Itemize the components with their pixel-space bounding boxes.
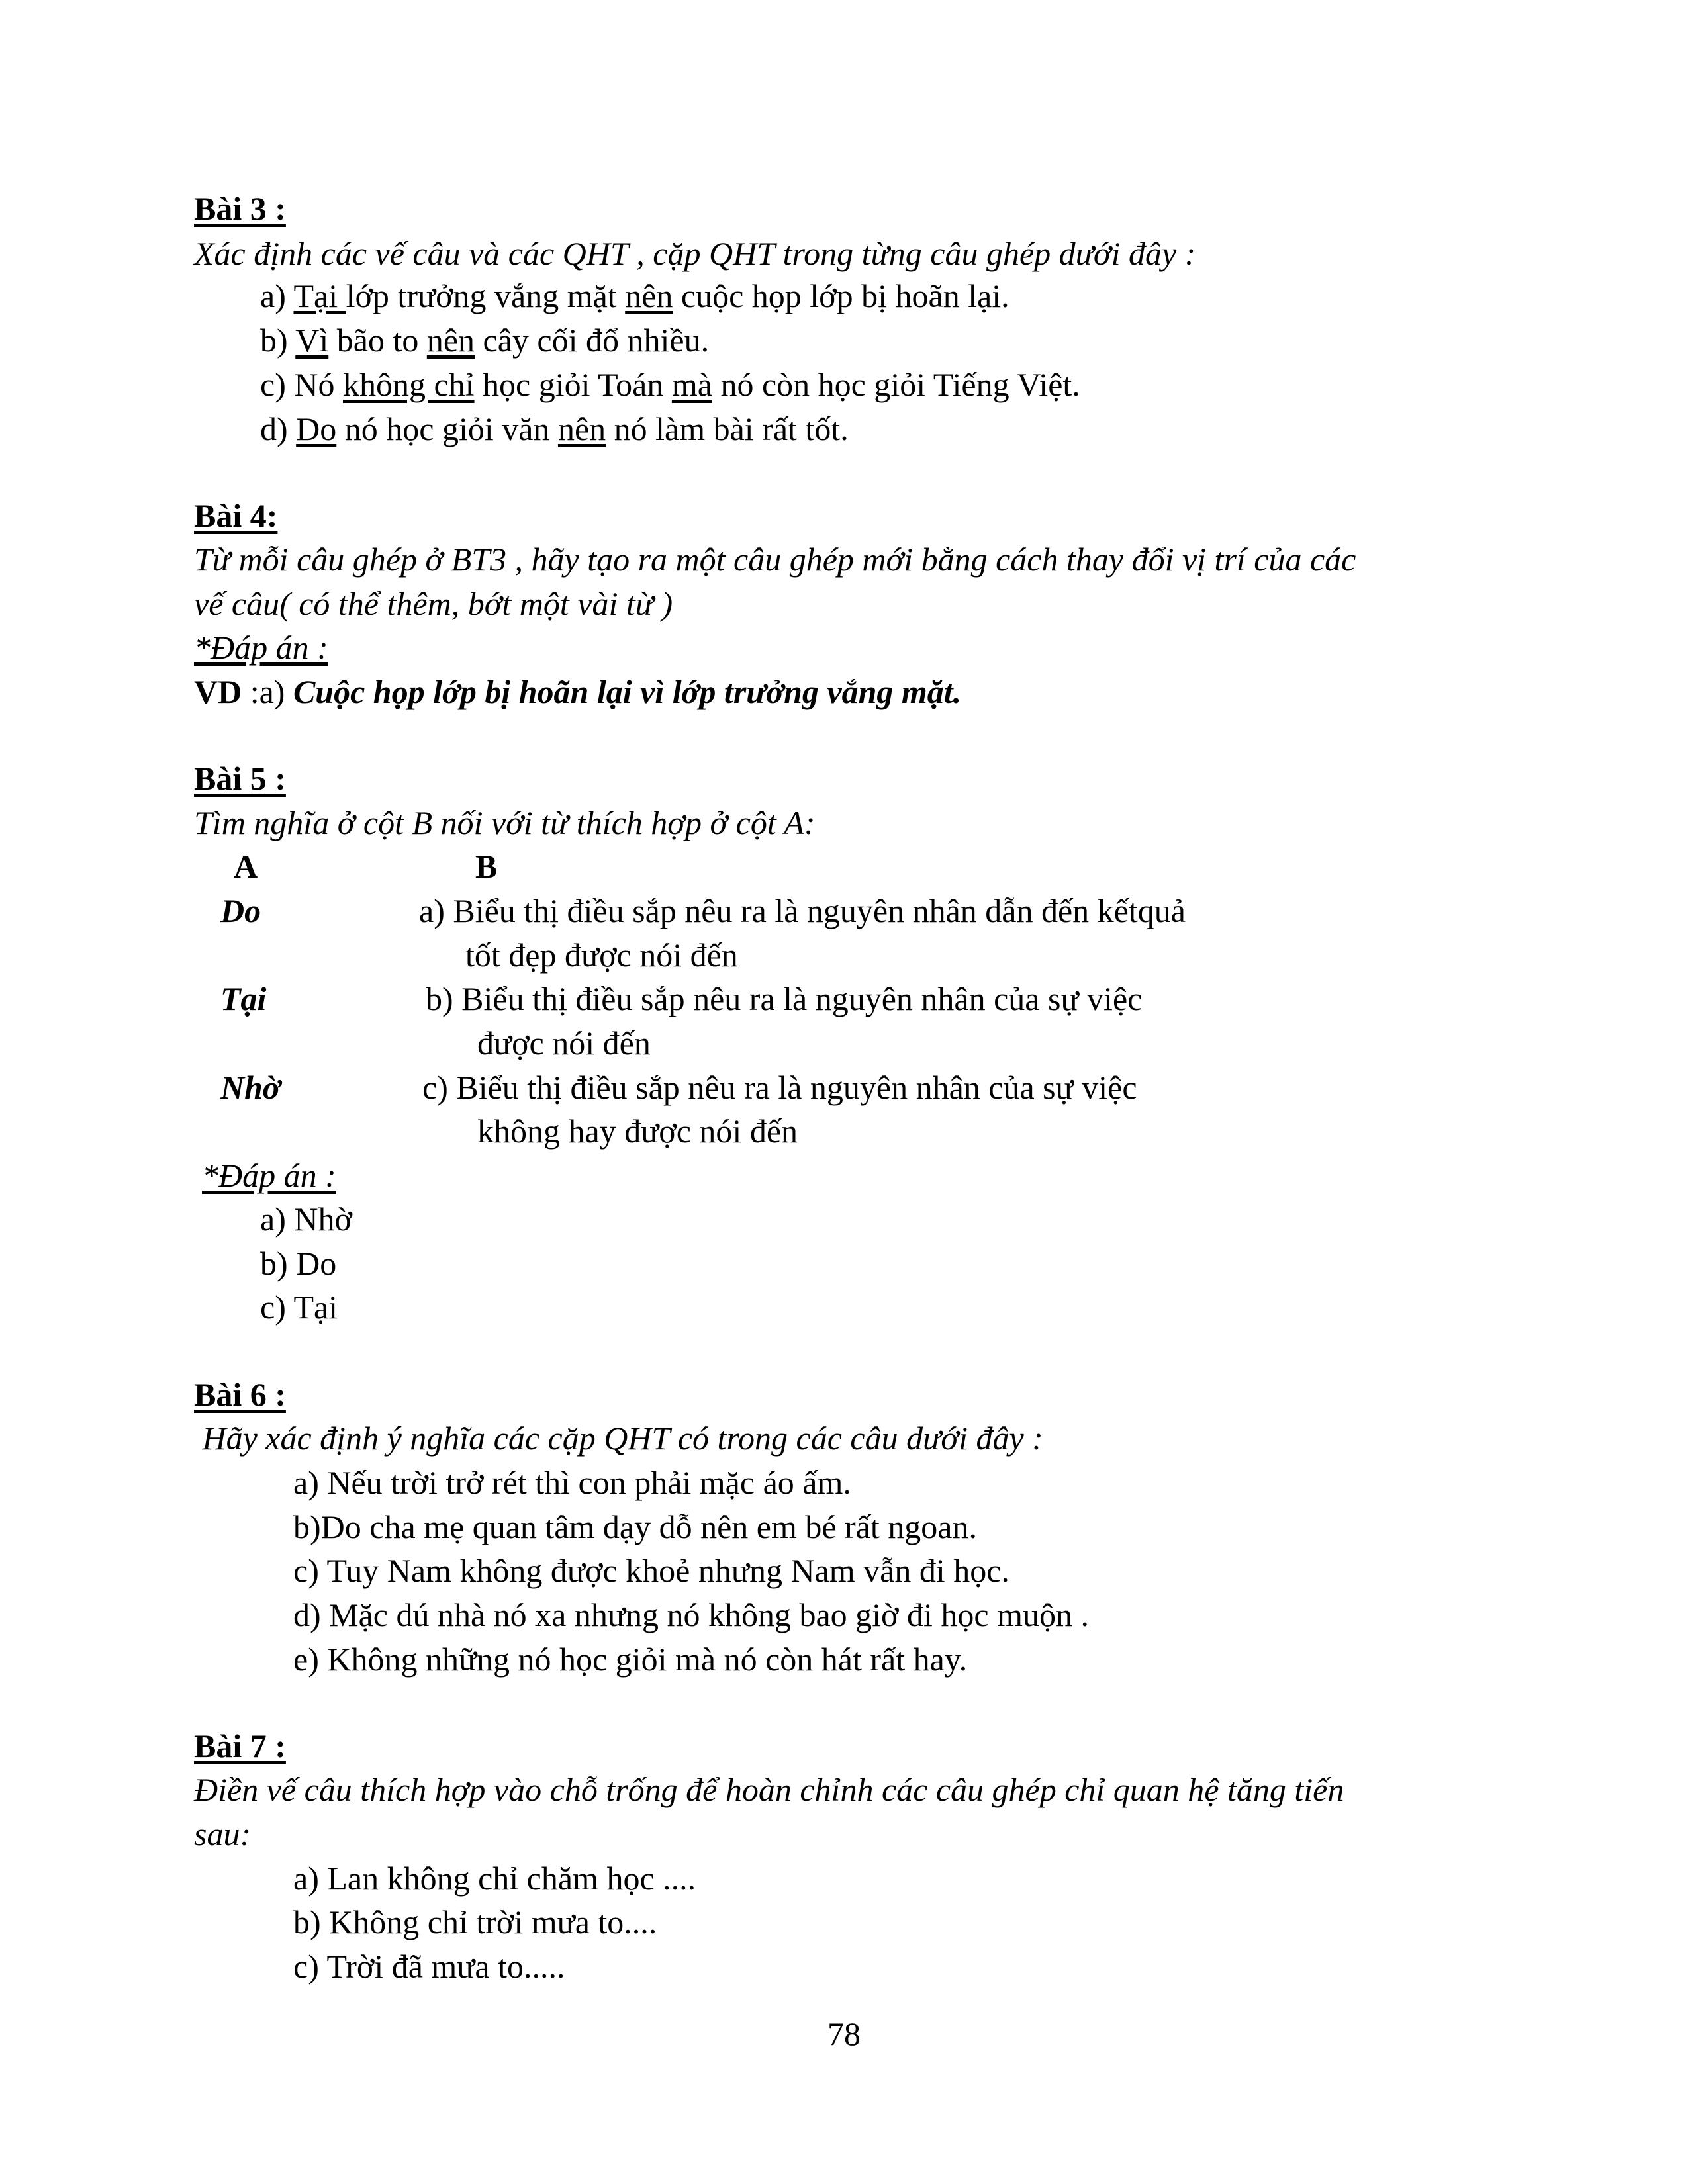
underlined-word: mà [671,366,712,403]
example-marker: :a) [242,673,293,710]
bai6-prompt: Hãy xác định ý nghĩa các cặp QHT có trong các câu dưới đây : [194,1420,1043,1457]
underlined-word: Do [296,410,337,447]
item-text: a) [260,277,294,314]
column-b-meaning: c) Biểu thị điều sắp nêu ra là nguyên nhân của sự việc [422,1069,1137,1106]
bai6-item: b)Do cha mẹ quan tâm dạy dỗ nên em bé rất ngoan. [293,1508,977,1545]
example-text: Cuộc họp lớp bị hoãn lại vì lớp trưởng vắng mặt. [293,673,962,710]
item-text: nó làm bài rất tốt. [606,410,849,447]
bai6-item: a) Nếu trời trở rét thì con phải mặc áo ấm. [293,1464,851,1501]
column-a-word: Nhờ [220,1069,281,1106]
column-a-word: Tại [220,980,267,1017]
item-text: nó còn học giỏi Tiếng Việt. [712,366,1080,403]
bai3-item-b [260,318,709,363]
bai5-prompt: Tìm nghĩa ở cột B nối với từ thích hợp ở cột A: [194,804,816,841]
bai5-answer: b) Do [260,1245,337,1282]
bai7-title: Bài 7 : [194,1727,286,1764]
underlined-word: Tại [293,277,346,314]
bai3-item-a [260,274,1009,318]
column-b-meaning: b) Biểu thị điều sắp nêu ra là nguyên nhân của sự việc [426,980,1143,1017]
bai3-prompt: Xác định các vế câu và các QHT , cặp QHT trong từng câu ghép dưới đây : [194,235,1196,272]
column-b-header: B [475,848,498,885]
example-label: VD [194,673,242,710]
column-a-header: A [234,848,258,885]
bai4-prompt-line2: vế câu( có thể thêm, bớt một vài từ ) [194,585,673,622]
bai7-prompt-line2: sau: [194,1815,252,1852]
bai4-example [194,670,961,714]
bai6-item: e) Không những nó học giỏi mà nó còn hát rất hay. [293,1641,968,1678]
underlined-word: nên [557,410,606,447]
bai4-answer-label: *Đáp án : [194,629,328,666]
item-text: lớp trưởng vắng mặt [346,277,626,314]
underlined-word: nên [625,277,673,314]
bai6-title: Bài 6 : [194,1376,286,1413]
underlined-word: không chỉ [342,366,475,403]
bai7-item: b) Không chỉ trời mưa to.... [293,1903,657,1940]
page-number: 78 [827,2015,861,2052]
bai4-prompt-line1: Từ mỗi câu ghép ở BT3 , hãy tạo ra một câu ghép mới bằng cách thay đổi vị trí của các [194,541,1356,578]
item-text: d) [260,410,297,447]
bai3-title: Bài 3 : [194,190,286,227]
item-text: bão to [328,322,427,359]
column-b-meaning-cont: được nói đến [477,1024,651,1062]
bai7-item: c) Trời đã mưa to..... [293,1948,565,1985]
item-text: học giỏi Toán [474,366,672,403]
bai5-answer-label: *Đáp án : [202,1157,336,1194]
item-text: cây cối đổ nhiều. [475,322,710,359]
item-text: b) [260,322,296,359]
bai7-prompt-line1: Điền vế câu thích hợp vào chỗ trống để hoàn chỉnh các câu ghép chỉ quan hệ tăng tiến [194,1771,1344,1808]
underlined-word: Vì [295,322,329,359]
item-text: cuộc họp lớp bị hoãn lại. [673,277,1009,314]
column-b-meaning-cont: tốt đẹp được nói đến [465,936,738,974]
item-text: c) Nó [260,366,343,403]
bai3-item-d [260,407,849,451]
bai4-title: Bài 4: [194,497,278,534]
bai3-item-c [260,363,1080,407]
bai6-item: c) Tuy Nam không được khoẻ nhưng Nam vẫn đi học. [293,1552,1009,1589]
underlined-word: nên [426,322,475,359]
column-b-meaning: a) Biểu thị điều sắp nêu ra là nguyên nhân dẫn đến kếtquả [419,892,1186,929]
column-a-word: Do [220,892,261,929]
column-b-meaning-cont: không hay được nói đến [477,1113,798,1150]
bai7-item: a) Lan không chỉ chăm học .... [293,1860,696,1897]
bai5-answer: a) Nhờ [260,1201,352,1238]
bai5-answer: c) Tại [260,1289,338,1326]
item-text: nó học giỏi văn [336,410,558,447]
bai6-item: d) Mặc dú nhà nó xa nhưng nó không bao giờ đi học muộn . [293,1596,1089,1633]
bai5-title: Bài 5 : [194,760,286,797]
